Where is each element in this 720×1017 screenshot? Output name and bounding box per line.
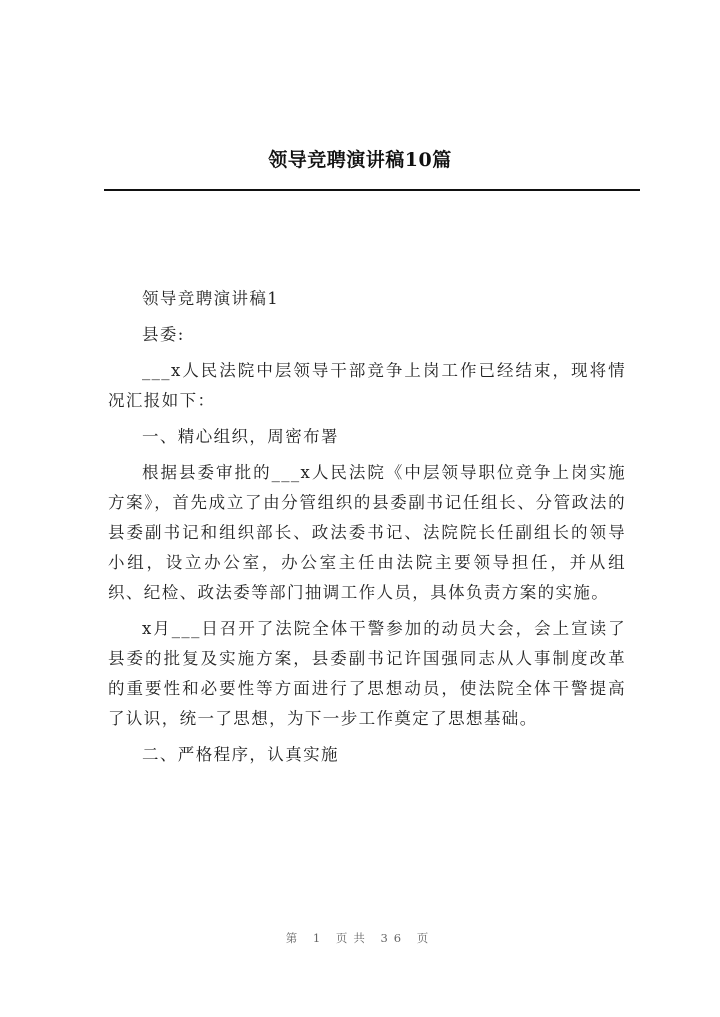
section-heading-2: 二、严格程序，认真实施 [142,745,339,764]
paragraph-intro: ___x人民法院中层领导干部竞争上岗工作已经结束，现将情况汇报如下： [108,361,626,410]
paragraph-organization: 根据县委审批的___x人民法院《中层领导职位竞争上岗实施方案》，首先成立了由分管组织的县委副书记任组长、分管政法的县委副书记和组织部长、政法委书记、法院院长任副组长的领导小组，设立办公室，办公室主任由法院主要领导担任，并从组织、纪检、政法委等部门抽调工作人员，具体负责方案的实施。 [108,463,626,602]
title-underline [104,189,640,191]
page-number-footer: 第 1 页共 36 页 [285,931,435,945]
speech-heading: 领导竞聘演讲稿1 [142,289,280,308]
paragraph-meeting: x月___日召开了法院全体干警参加的动员大会，会上宣读了县委的批复及实施方案，县委副书记许国强同志从人事制度改革的重要性和必要性等方面进行了思想动员，使法院全体干警提高了认识，统一了思想，为下一步工作奠定了思想基础。 [108,619,626,728]
section-heading-1: 一、精心组织，周密布署 [142,427,339,446]
salutation: 县委: [142,325,185,344]
document-title: 领导竞聘演讲稿10篇 [268,149,452,171]
document-body [108,284,626,776]
